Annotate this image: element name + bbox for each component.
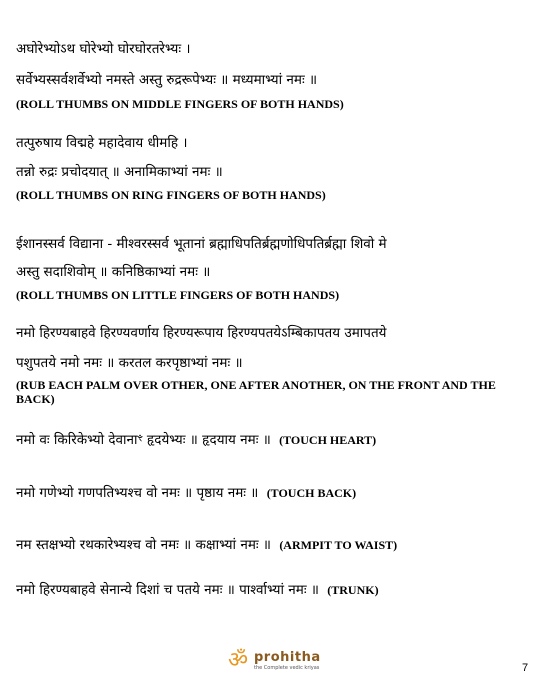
verse-text-12: नमो हिरण्यबाहवे सेनान्ये दिशां च पतये नमः ॥ पार्श्वाभ्यां नमः ॥ (16, 582, 319, 598)
page-number: 7 (522, 662, 529, 674)
verse-text-9: नमो वः किरिकेभ्यो देवानाꣳ हृदयेभ्यः ॥ हृदयाय नमः ॥ (16, 432, 271, 448)
verse-line-1: अघोरेभ्योऽथ घोरेभ्यो घोरघोरतरेभ्यः । (16, 41, 191, 57)
verse-line-12 (16, 581, 379, 599)
verse-line-7: नमो हिरण्यबाहवे हिरण्यवर्णाय हिरण्यरूपाय हिरण्यपतयेऽम्बिकापतय उमापतये (16, 325, 387, 341)
instruction-note-5: (TOUCH HEART) (279, 433, 377, 447)
verse-line-6: अस्तु सदाशिवोम् ॥ कनिष्ठिकाभ्यां नमः ॥ (16, 264, 211, 280)
instruction-note-7: (ARMPIT TO WAIST) (279, 538, 398, 552)
verse-text-10: नमो गणेभ्यो गणपतिभ्यश्च वो नमः ॥ पृष्ठाय नमः ॥ (16, 485, 259, 501)
instruction-note-2: (ROLL THUMBS ON RING FINGERS OF BOTH HANDS) (16, 188, 326, 202)
verse-text-11: नम स्तक्षभ्यो रथकारेभ्यश्च वो नमः ॥ कक्षाभ्यां नमः ॥ (16, 537, 272, 553)
instruction-note-8: (TRUNK) (327, 583, 379, 597)
om-icon: ॐ (228, 648, 249, 673)
instruction-note-3: (ROLL THUMBS ON LITTLE FINGERS OF BOTH HANDS) (16, 288, 340, 302)
brand-name: prohitha (254, 650, 321, 665)
verse-line-5: ईशानस्सर्व विद्याना - मीश्वरस्सर्व भूतानां ब्रह्माधिपतिर्ब्रह्मणोधिपतिर्ब्रह्मा शिवो मे (16, 236, 387, 252)
instruction-note-6: (TOUCH BACK) (266, 486, 357, 500)
verse-line-10 (16, 484, 356, 502)
instruction-note-1: (ROLL THUMBS ON MIDDLE FINGERS OF BOTH HANDS) (16, 97, 344, 111)
verse-line-11 (16, 536, 397, 554)
verse-line-3: तत्पुरुषाय विद्महे महादेवाय धीमहि । (16, 135, 188, 151)
brand-tagline: the Complete vedic kriyas (254, 665, 320, 671)
verse-line-9 (16, 431, 376, 449)
verse-line-4: तन्नो रुद्रः प्रचोदयात् ॥ अनामिकाभ्यां नमः ॥ (16, 164, 223, 180)
instruction-note-4: (RUB EACH PALM OVER OTHER, ONE AFTER ANOTHER, ON THE FRONT AND THE BACK) (16, 378, 496, 406)
prohitha-logo (228, 650, 328, 676)
verse-line-8: पशुपतये नमो नमः ॥ करतल करपृष्ठाभ्यां नमः ॥ (16, 355, 243, 371)
verse-line-2: सर्वेभ्यस्सर्वशर्वेभ्यो नमस्ते अस्तु रुद्ररूपेभ्यः ॥ मध्यमाभ्यां नमः ॥ (16, 72, 318, 88)
